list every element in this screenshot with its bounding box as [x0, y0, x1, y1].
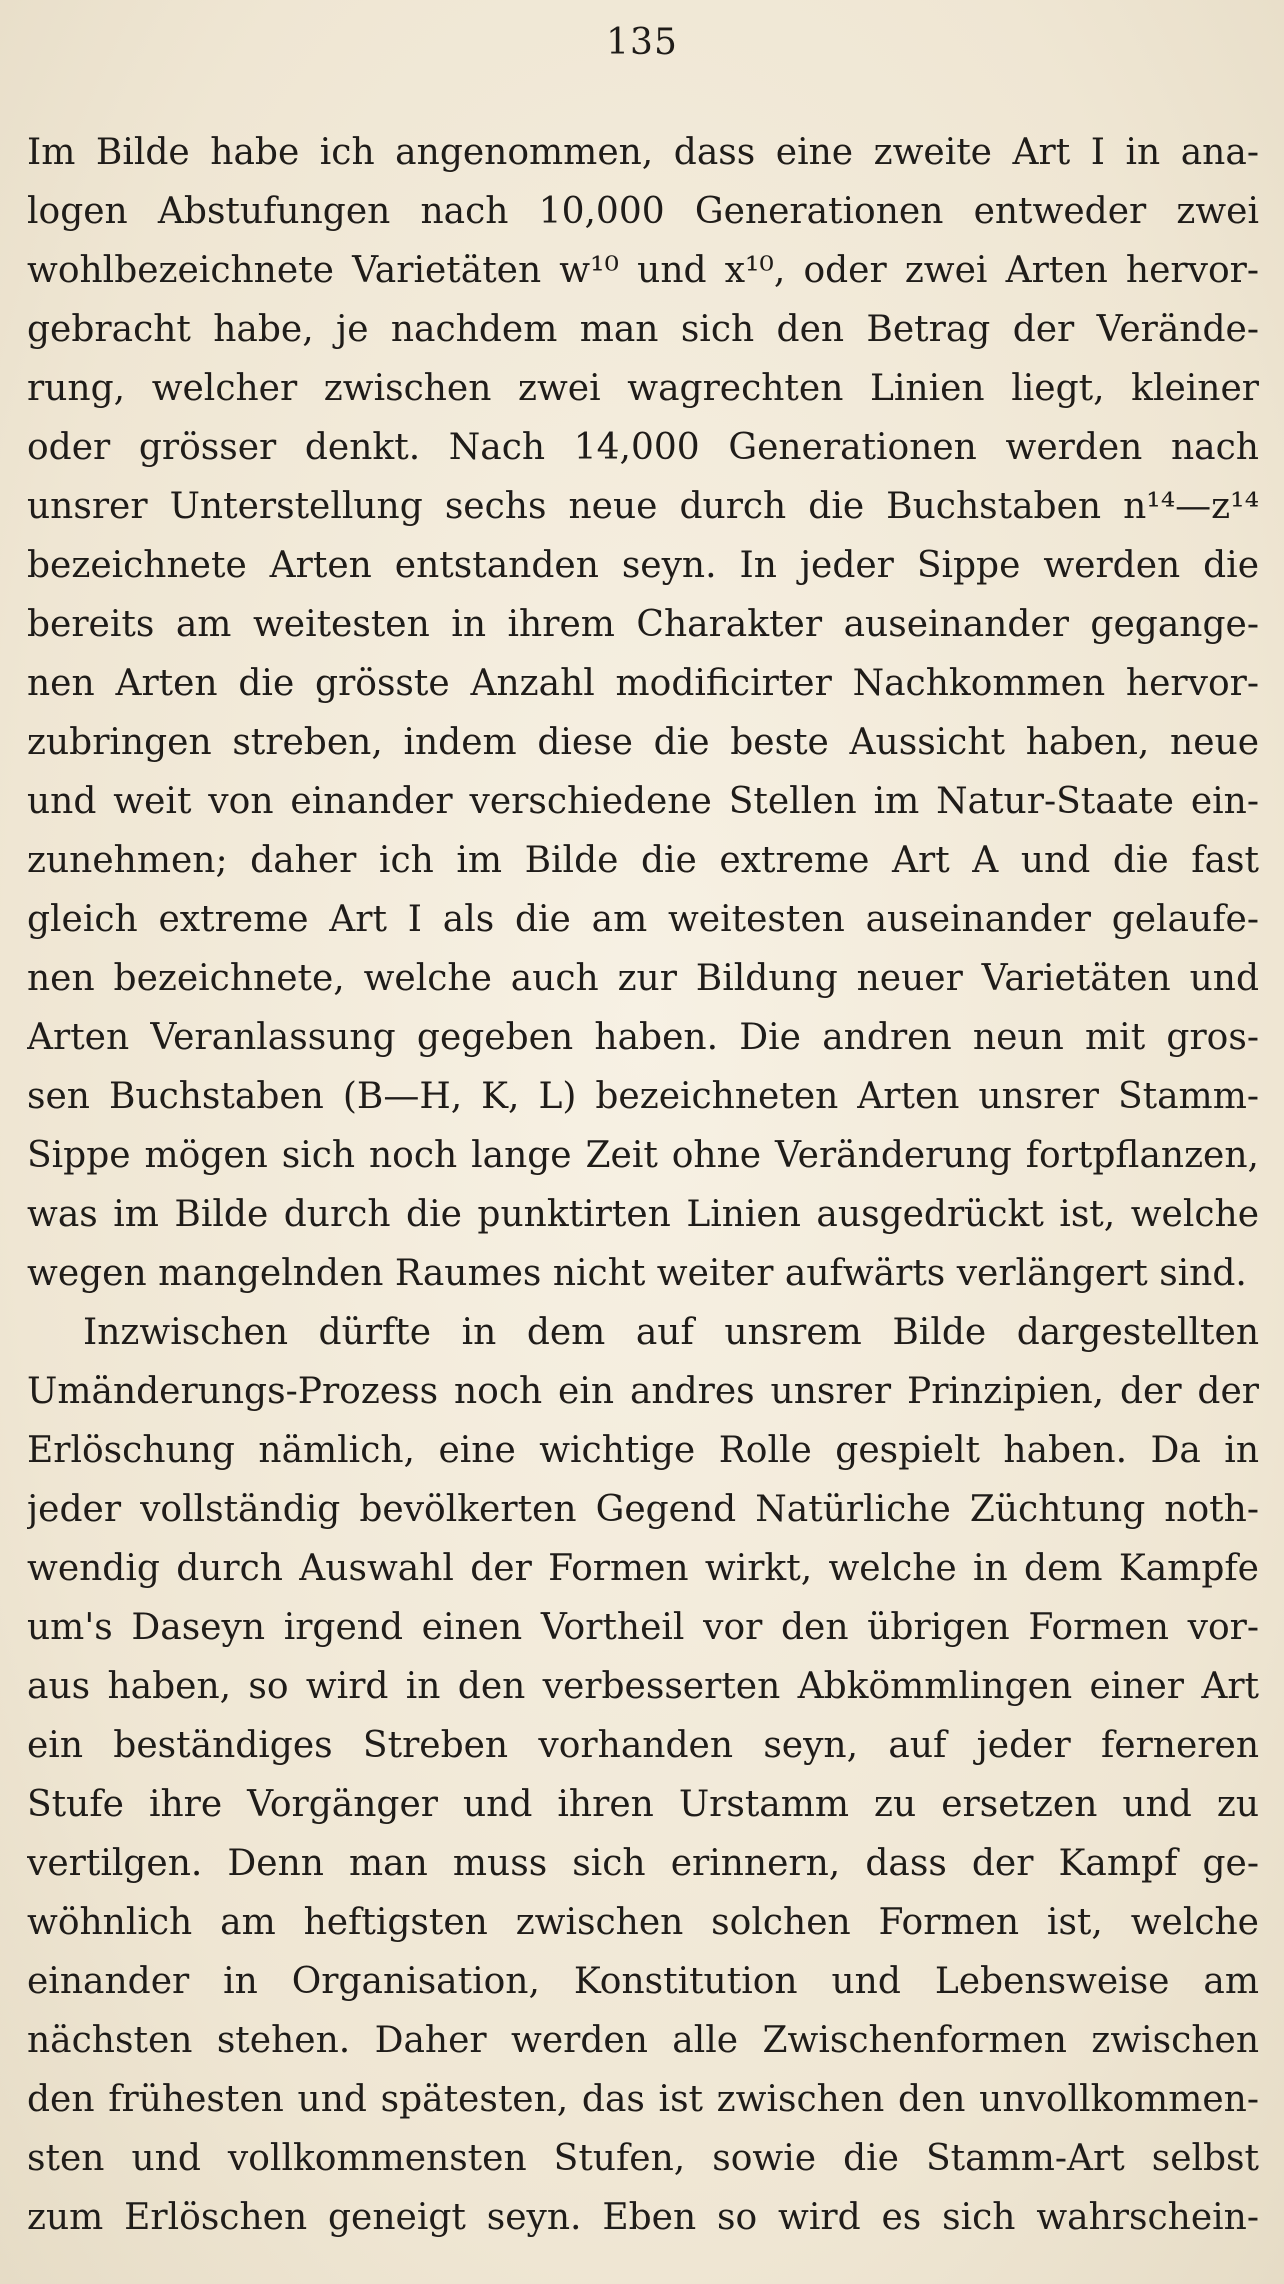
- text-line: sen Buchstaben (B—H, K, L) bezeichneten Arten unsrer Stamm-: [27, 1076, 1259, 1117]
- body-text: [27, 123, 1259, 2247]
- text-line: Inzwischen dürfte in dem auf unsrem Bilde dargestellten: [83, 1312, 1259, 1353]
- text-line: Umänderungs-Prozess noch ein andres unsrer Prinzipien, der der: [27, 1371, 1259, 1412]
- text-line: unsrer Unterstellung sechs neue durch die Buchstaben n¹⁴—z¹⁴: [27, 486, 1259, 527]
- text-line: einander in Organisation, Konstitution und Lebensweise am: [27, 1961, 1259, 2002]
- text-line: um's Daseyn irgend einen Vortheil vor den übrigen Formen vor-: [27, 1607, 1259, 1648]
- text-line: Stufe ihre Vorgänger und ihren Urstamm zu ersetzen und zu: [27, 1784, 1259, 1825]
- text-line: sten und vollkommensten Stufen, sowie die Stamm-Art selbst: [27, 2138, 1259, 2179]
- text-line: nen Arten die grösste Anzahl modificirter Nachkommen hervor-: [27, 663, 1259, 704]
- text-line: den frühesten und spätesten, das ist zwischen den unvollkommen-: [27, 2079, 1259, 2120]
- text-line: Sippe mögen sich noch lange Zeit ohne Veränderung fortpflanzen,: [27, 1135, 1259, 1176]
- text-line: nen bezeichnete, welche auch zur Bildung neuer Varietäten und: [27, 958, 1259, 999]
- page-number: 135: [606, 22, 678, 63]
- text-line: Erlöschung nämlich, eine wichtige Rolle gespielt haben. Da in: [27, 1430, 1259, 1471]
- text-line: rung, welcher zwischen zwei wagrechten Linien liegt, kleiner: [27, 368, 1259, 409]
- text-line: wohlbezeichnete Varietäten w¹⁰ und x¹⁰, oder zwei Arten hervor-: [27, 250, 1259, 291]
- text-line: zum Erlöschen geneigt seyn. Eben so wird es sich wahrschein-: [27, 2197, 1259, 2238]
- text-line: nächsten stehen. Daher werden alle Zwischenformen zwischen: [27, 2020, 1259, 2061]
- text-line: zubringen streben, indem diese die beste Aussicht haben, neue: [27, 722, 1259, 763]
- text-line: wöhnlich am heftigsten zwischen solchen Formen ist, welche: [27, 1902, 1259, 1943]
- text-line: logen Abstufungen nach 10,000 Generationen entweder zwei: [27, 191, 1259, 232]
- text-line: Im Bilde habe ich angenommen, dass eine zweite Art I in ana-: [27, 132, 1259, 173]
- text-line: gebracht habe, je nachdem man sich den Betrag der Verände-: [27, 309, 1259, 350]
- text-line: wegen mangelnden Raumes nicht weiter aufwärts verlängert sind.: [27, 1253, 1247, 1294]
- text-line: was im Bilde durch die punktirten Linien ausgedrückt ist, welche: [27, 1194, 1259, 1235]
- text-line: wendig durch Auswahl der Formen wirkt, welche in dem Kampfe: [27, 1548, 1259, 1589]
- text-line: jeder vollständig bevölkerten Gegend Natürliche Züchtung noth-: [27, 1489, 1259, 1530]
- text-line: Arten Veranlassung gegeben haben. Die andren neun mit gros-: [27, 1017, 1259, 1058]
- text-line: und weit von einander verschiedene Stellen im Natur-Staate ein-: [27, 781, 1259, 822]
- text-line: aus haben, so wird in den verbesserten Abkömmlingen einer Art: [27, 1666, 1259, 1707]
- text-line: ein beständiges Streben vorhanden seyn, auf jeder ferneren: [27, 1725, 1259, 1766]
- text-line: bereits am weitesten in ihrem Charakter auseinander gegange-: [27, 604, 1259, 645]
- text-line: bezeichnete Arten entstanden seyn. In jeder Sippe werden die: [27, 545, 1259, 586]
- text-line: zunehmen; daher ich im Bilde die extreme Art A und die fast: [27, 840, 1259, 881]
- text-line: vertilgen. Denn man muss sich erinnern, dass der Kampf ge-: [27, 1843, 1259, 1884]
- text-line: oder grösser denkt. Nach 14,000 Generationen werden nach: [27, 427, 1259, 468]
- text-line: gleich extreme Art I als die am weitesten auseinander gelaufe-: [27, 899, 1259, 940]
